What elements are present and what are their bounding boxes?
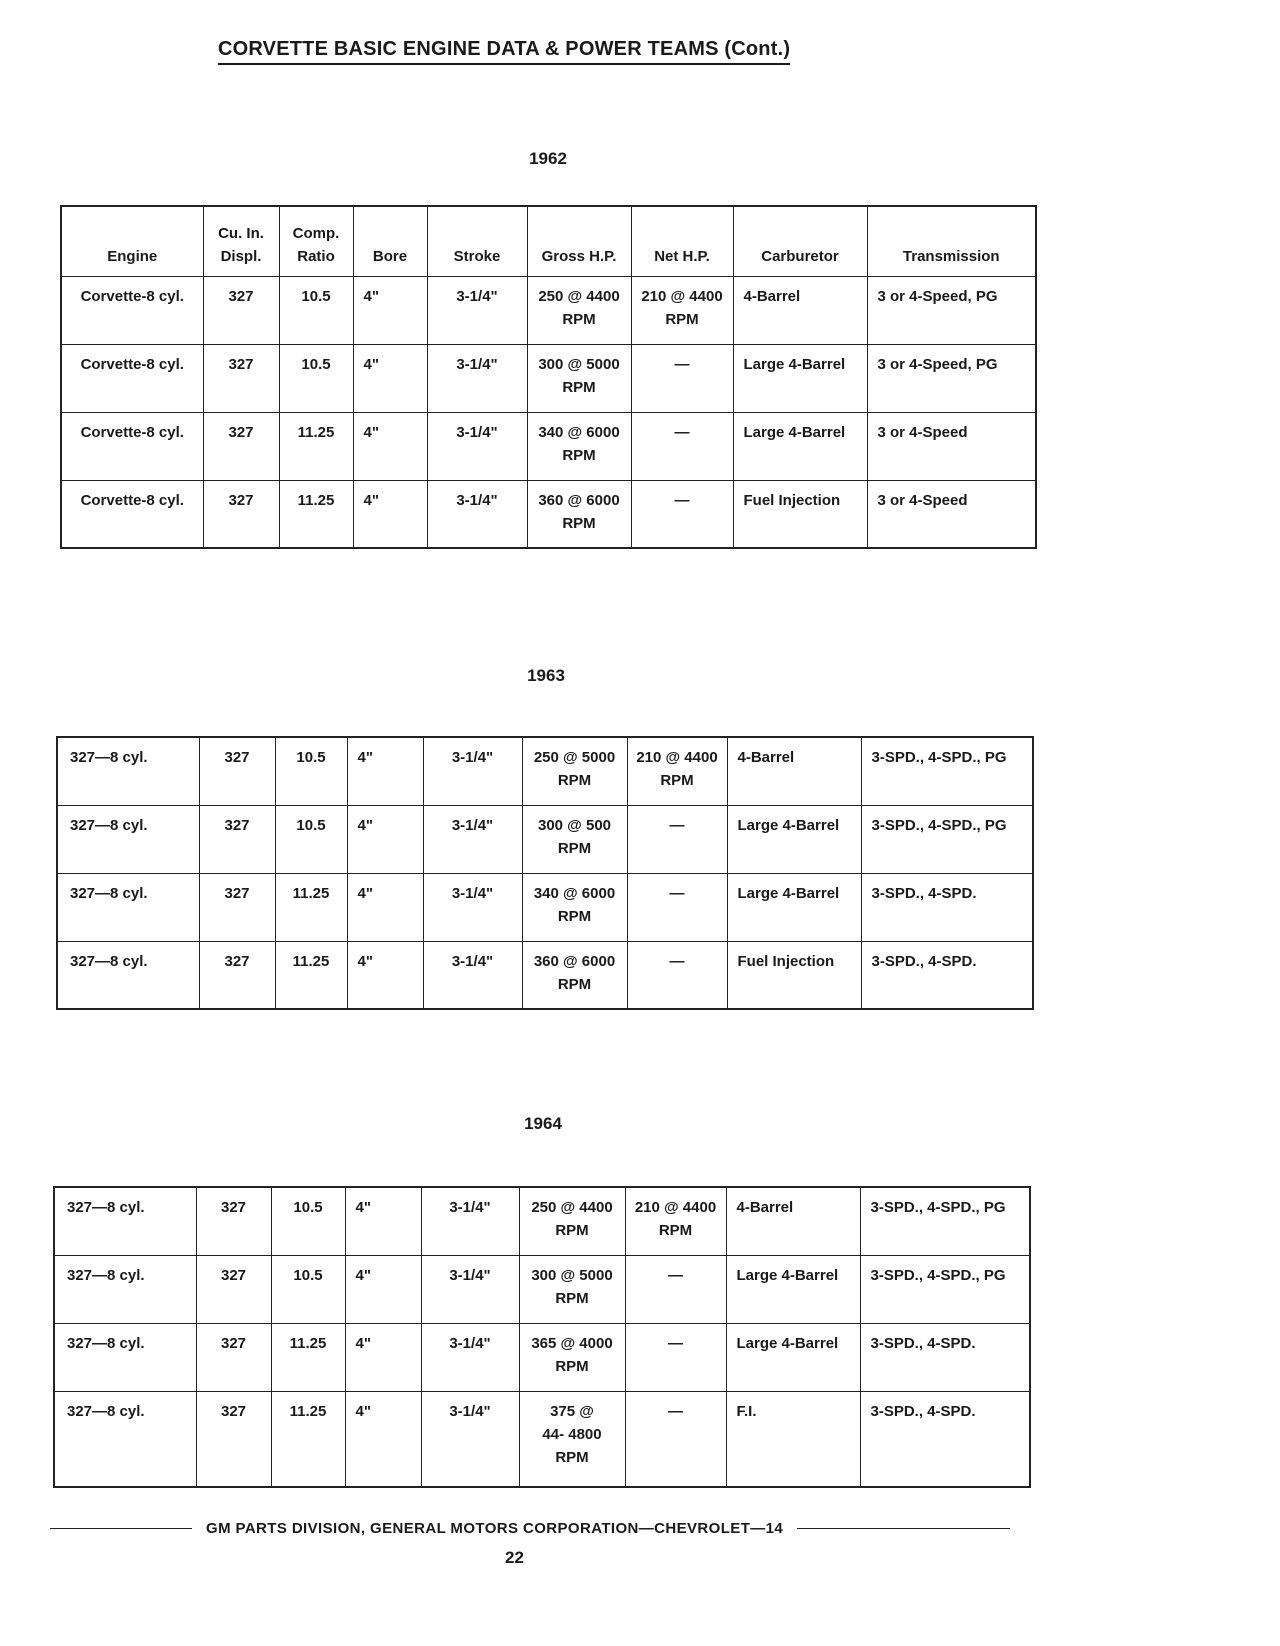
table-row [61,276,1036,344]
compression-cell: 11.25 [275,873,347,941]
compression-cell: 10.5 [275,805,347,873]
header-bore: Bore [353,206,427,276]
carburetor-cell: Large 4-Barrel [727,805,861,873]
year-heading-1964: 1964 [524,1114,562,1133]
displacement-cell: 327 [199,737,275,805]
transmission-cell: 3-SPD., 4-SPD. [860,1323,1030,1391]
displacement-cell: 327 [196,1255,271,1323]
stroke-cell: 3-1/4" [423,873,522,941]
net-hp-cell: 210 @ 4400 RPM [625,1187,726,1255]
transmission-cell: 3-SPD., 4-SPD. [860,1391,1030,1487]
bore-cell: 4" [345,1187,421,1255]
compression-cell: 11.25 [271,1391,345,1487]
displacement-cell: 327 [199,873,275,941]
engine-cell: Corvette-8 cyl. [61,480,203,548]
displacement-cell: 327 [196,1187,271,1255]
carburetor-cell: Fuel Injection [727,941,861,1009]
bore-cell: 4" [347,737,423,805]
table-row [61,480,1036,548]
compression-cell: 11.25 [271,1323,345,1391]
transmission-cell: 3 or 4-Speed, PG [867,344,1036,412]
gross-hp-cell: 340 @ 6000 RPM [522,873,627,941]
footer-rule-right [797,1528,1010,1529]
footer-text: GM PARTS DIVISION, GENERAL MOTORS CORPORATION—CHEVROLET—14 [206,1520,784,1537]
compression-cell: 10.5 [271,1255,345,1323]
table-row [57,873,1033,941]
transmission-cell: 3 or 4-Speed [867,412,1036,480]
engine-table-1963 [56,736,1034,1010]
compression-cell: 11.25 [279,412,353,480]
stroke-cell: 3-1/4" [423,805,522,873]
engine-cell: 327—8 cyl. [54,1323,196,1391]
bore-cell: 4" [353,480,427,548]
net-hp-cell: — [625,1255,726,1323]
stroke-cell: 3-1/4" [427,276,527,344]
net-hp-cell: — [625,1391,726,1487]
displacement-cell: 327 [203,412,279,480]
engine-cell: Corvette-8 cyl. [61,344,203,412]
gross-hp-cell: 250 @ 4400 RPM [519,1187,625,1255]
stroke-cell: 3-1/4" [421,1255,519,1323]
bore-cell: 4" [347,805,423,873]
stroke-cell: 3-1/4" [421,1187,519,1255]
net-hp-cell: — [631,480,733,548]
table-row [61,344,1036,412]
net-hp-cell: — [627,805,727,873]
net-hp-cell: — [625,1323,726,1391]
stroke-cell: 3-1/4" [421,1391,519,1487]
carburetor-cell: Fuel Injection [733,480,867,548]
table-row [54,1255,1030,1323]
compression-cell: 11.25 [275,941,347,1009]
carburetor-cell: 4-Barrel [727,737,861,805]
transmission-cell: 3-SPD., 4-SPD. [861,873,1033,941]
engine-cell: 327—8 cyl. [54,1187,196,1255]
engine-cell: 327—8 cyl. [57,873,199,941]
bore-cell: 4" [345,1255,421,1323]
table-row [57,737,1033,805]
bore-cell: 4" [353,344,427,412]
bore-cell: 4" [345,1323,421,1391]
compression-cell: 10.5 [279,276,353,344]
engine-table-1962 [60,205,1037,549]
displacement-cell: 327 [203,480,279,548]
net-hp-cell: — [627,873,727,941]
transmission-cell: 3-SPD., 4-SPD., PG [861,805,1033,873]
engine-table-1964 [53,1186,1031,1488]
compression-cell: 10.5 [279,344,353,412]
transmission-cell: 3-SPD., 4-SPD., PG [860,1255,1030,1323]
displacement-cell: 327 [199,805,275,873]
gross-hp-cell: 375 @ 44- 4800 RPM [519,1391,625,1487]
year-heading-1963: 1963 [527,666,565,685]
table-row [54,1323,1030,1391]
gross-hp-cell: 250 @ 5000 RPM [522,737,627,805]
carburetor-cell: Large 4-Barrel [733,344,867,412]
engine-cell: 327—8 cyl. [57,737,199,805]
gross-hp-cell: 300 @ 5000 RPM [519,1255,625,1323]
displacement-cell: 327 [196,1391,271,1487]
engine-cell: 327—8 cyl. [57,941,199,1009]
net-hp-cell: 210 @ 4400 RPM [631,276,733,344]
gross-hp-cell: 340 @ 6000 RPM [527,412,631,480]
net-hp-cell: — [627,941,727,1009]
transmission-cell: 3-SPD., 4-SPD., PG [861,737,1033,805]
displacement-cell: 327 [199,941,275,1009]
header-carburetor: Carburetor [733,206,867,276]
net-hp-cell: — [631,412,733,480]
transmission-cell: 3 or 4-Speed, PG [867,276,1036,344]
gross-hp-cell: 250 @ 4400 RPM [527,276,631,344]
stroke-cell: 3-1/4" [423,737,522,805]
stroke-cell: 3-1/4" [427,344,527,412]
transmission-cell: 3-SPD., 4-SPD. [861,941,1033,1009]
stroke-cell: 3-1/4" [423,941,522,1009]
carburetor-cell: 4-Barrel [726,1187,860,1255]
compression-cell: 10.5 [275,737,347,805]
engine-cell: Corvette-8 cyl. [61,412,203,480]
stroke-cell: 3-1/4" [421,1323,519,1391]
carburetor-cell: 4-Barrel [733,276,867,344]
gross-hp-cell: 300 @ 500 RPM [522,805,627,873]
header-transmission: Transmission [867,206,1036,276]
table-row [54,1391,1030,1487]
table-row [61,412,1036,480]
page-title: CORVETTE BASIC ENGINE DATA & POWER TEAMS (Cont.) [218,38,790,65]
footer-rule-left [50,1528,192,1529]
bore-cell: 4" [345,1391,421,1487]
compression-cell: 11.25 [279,480,353,548]
table-row [54,1187,1030,1255]
transmission-cell: 3-SPD., 4-SPD., PG [860,1187,1030,1255]
carburetor-cell: F.I. [726,1391,860,1487]
bore-cell: 4" [353,276,427,344]
year-heading-1962: 1962 [529,149,567,168]
page-number: 22 [505,1548,524,1567]
bore-cell: 4" [353,412,427,480]
compression-cell: 10.5 [271,1187,345,1255]
table-row [57,805,1033,873]
header-stroke: Stroke [427,206,527,276]
engine-cell: 327—8 cyl. [54,1255,196,1323]
displacement-cell: 327 [203,276,279,344]
header-displacement: Cu. In. Displ. [203,206,279,276]
engine-cell: 327—8 cyl. [57,805,199,873]
carburetor-cell: Large 4-Barrel [733,412,867,480]
table-row [57,941,1033,1009]
bore-cell: 4" [347,873,423,941]
engine-cell: Corvette-8 cyl. [61,276,203,344]
header-gross-hp: Gross H.P. [527,206,631,276]
footer [50,1520,1010,1537]
displacement-cell: 327 [196,1323,271,1391]
header-row [61,206,1036,276]
header-net-hp: Net H.P. [631,206,733,276]
gross-hp-cell: 365 @ 4000 RPM [519,1323,625,1391]
stroke-cell: 3-1/4" [427,412,527,480]
engine-cell: 327—8 cyl. [54,1391,196,1487]
header-engine: Engine [61,206,203,276]
gross-hp-cell: 300 @ 5000 RPM [527,344,631,412]
gross-hp-cell: 360 @ 6000 RPM [522,941,627,1009]
carburetor-cell: Large 4-Barrel [726,1255,860,1323]
carburetor-cell: Large 4-Barrel [726,1323,860,1391]
transmission-cell: 3 or 4-Speed [867,480,1036,548]
carburetor-cell: Large 4-Barrel [727,873,861,941]
net-hp-cell: 210 @ 4400 RPM [627,737,727,805]
displacement-cell: 327 [203,344,279,412]
stroke-cell: 3-1/4" [427,480,527,548]
gross-hp-cell: 360 @ 6000 RPM [527,480,631,548]
header-compression: Comp. Ratio [279,206,353,276]
bore-cell: 4" [347,941,423,1009]
net-hp-cell: — [631,344,733,412]
